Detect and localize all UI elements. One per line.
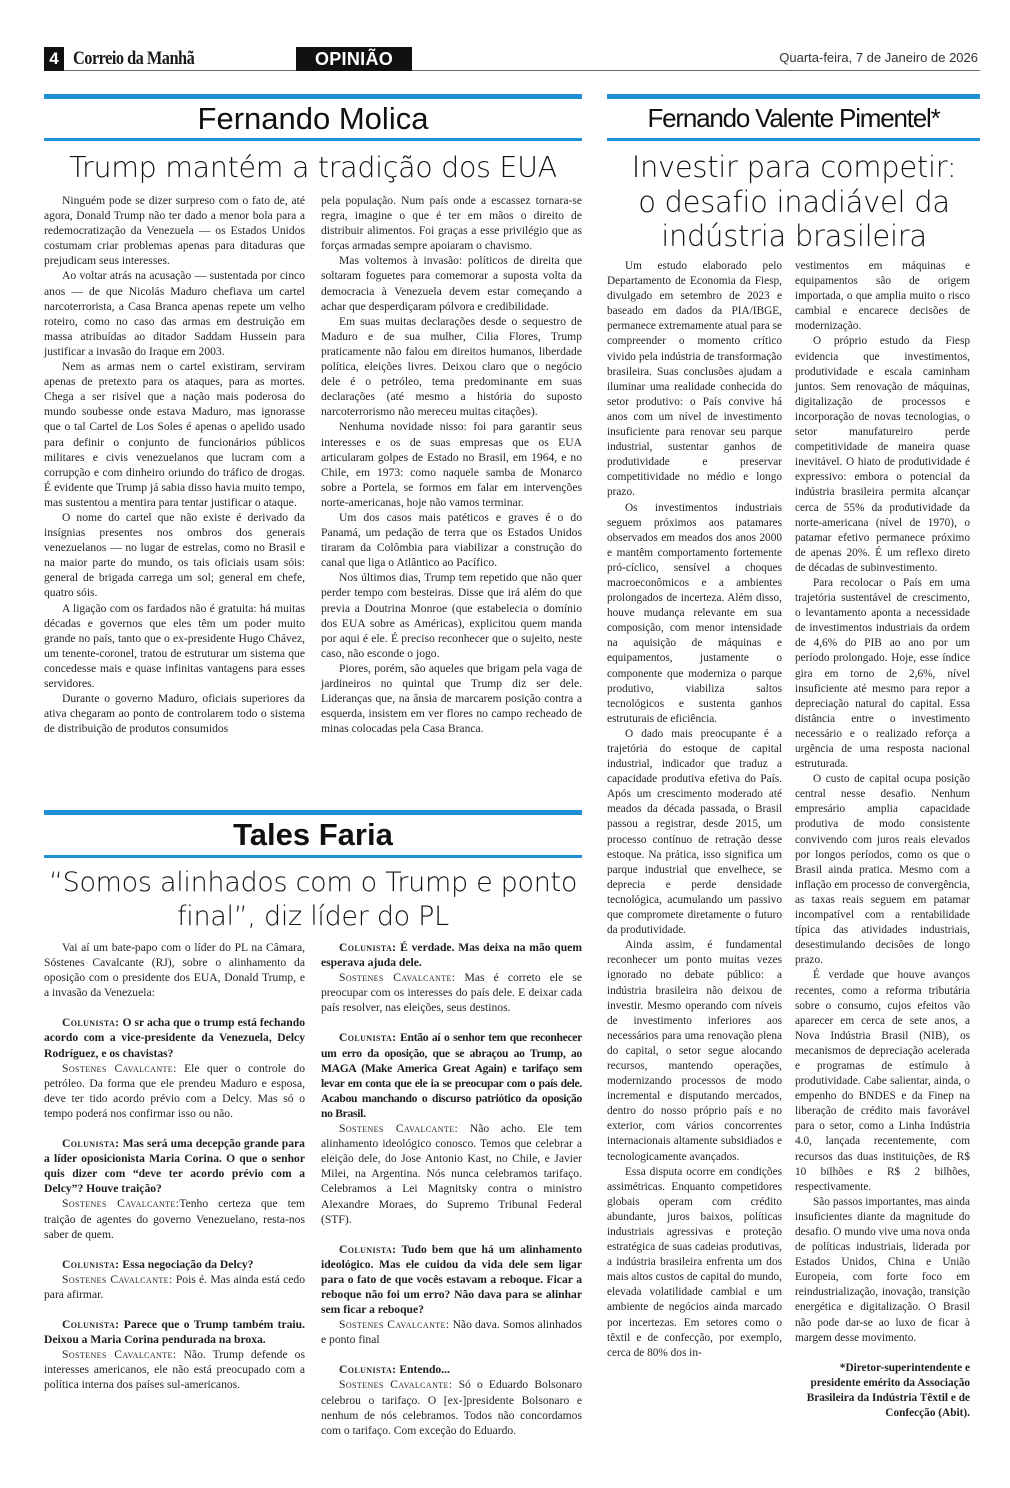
paragraph: Os investimentos industriais seguem próximos aos patamares observados em meados dos anos 2000 e mantêm comportamento fortemente pró-cíclico, sensível a choques macroeconômicos e a ambientes prolongados de incerteza. Além disso, houve mudança relevante em sua composição, com menor intensidade na aquisição de máquinas e equipamentos, justamente o componente que moderniza o parque produtivo, viabiliza saltos tecnológicos e sustenta ganhos estruturais de eficiência. — [607, 501, 782, 725]
intro-paragraph: Vai aí um bate-papo com o líder do PL na Câmara, Sóstenes Cavalcante (RJ), sobre o alinhamento da oposição com o presidente dos EUA, Donald Trump, e a invasão da Venezuela: — [44, 941, 305, 1000]
paragraph: Um dos casos mais patéticos e graves é o do Panamá, um pedação de terra que os Estados Unidos tiraram da Colômbia para viabilizar a construção do canal que liga o Atlântico ao Pacífico. — [321, 510, 582, 570]
answer: Sostenes Cavalcante: Mas é correto ele se preocupar com os interesses do país dele. E deixar cada país resolver, nas eleições, seus destinos. — [321, 971, 582, 1015]
page-number: 4 — [44, 47, 64, 71]
paragraph: Nenhuma novidade nisso: foi para garantir seus interesses e os de suas empresas que os EUA articularam golpes de Estado no Brasil, em 1964, e no Chile, em 1973: como naquele samba de Monarco sobre a Portela, se formos em falar em intervenções norte-americanas, hoje não vamos terminar. — [321, 420, 582, 509]
article-column-2 — [795, 259, 970, 1421]
paragraph: O nome do cartel que não existe é derivado da insígnias presentes nos ombros dos generais venezuelanos — no lugar de estrelas, como no Brasil e na maior parte do mundo, os tais oficiais usam sóis: general de brigada carrega um sol; general em chefe, quatro sóis. — [44, 510, 305, 600]
paragraph: Nem as armas nem o cartel existiram, serviram apenas de pretexto para os ataques, para as mortes. Chega a ser risível que a nação mais poderosa do mundo soubesse onde estava Maduro, mas ignorasse que o tal Cartel de Los Soles é apenas o apelido usado para definir o conjunto de funcionários públicos militares e civis venezuelanos que lucram com a corrupção e com dinheiro oriundo do tráfico de drogas. É evidente que Trump já sabia disso havia muito tempo, mas sustentou a mentira para tentar justificar o ataque. — [44, 360, 305, 509]
section-label: OPINIÃO — [296, 47, 412, 71]
author-banner-molica — [44, 94, 582, 141]
paragraph: Nos últimos dias, Trump tem repetido que não quer perder tempo com besteiras. Disse que irá além do que previa a Doutrina Monroe (que estabelecia o domínio dos EUA sobre as Américas), explicitou quem manda por aqui é ele. É preciso reconhecer que o sujeito, neste caso, não esconde o jogo. — [321, 571, 582, 660]
answer: Sostenes Cavalcante: Só o Eduardo Bolsonaro celebrou o tarifaço. O [ex-]presidente Bolsonaro e nenhum de nós celebramos. Todos não concordamos com o tarifaço. Com exceção do Eduardo. — [321, 1378, 582, 1437]
article-headline: Trump mantém a tradição dos EUA — [69, 151, 557, 184]
author-name: Fernando Valente Pimentel* — [647, 103, 940, 133]
paragraph: Mas voltemos à invasão: políticos de direita que soltaram foguetes para comemorar a suposta volta da democracia à Venezuela devem estar começando a achar que desperdiçaram pólvora e credibilidade. — [321, 254, 582, 313]
article-column-1 — [607, 259, 782, 1361]
author-banner-pimentel — [607, 94, 980, 141]
author-banner-faria — [44, 810, 582, 858]
paragraph: Ao voltar atrás na acusação — sustentada por cinco anos — de que Nicolás Maduro chefiava um cartel narcoterrorista, a Casa Branca apenas repete um velho roteiro, como no caso das armas em destruição em massa atribuídas ao ditador Saddam Hussein para justificar a invasão do Iraque em 2003. — [44, 269, 305, 358]
question: Colunista: Então aí o senhor tem que reconhecer um erro da oposição, que se abraçou ao Trump, ao MAGA (Make America Great Again) e tarifaço sem levar em conta que ele ia se preocupar com o país dele. Acabou manchando o discurso patriótico da oposição no Brasil. — [321, 1031, 582, 1120]
question: Colunista: Essa negociação da Delcy? — [62, 1257, 254, 1271]
paragraph: Em suas muitas declarações desde o sequestro de Maduro e de sua mulher, Cilia Flores, Trump praticamente não falou em direitos humanos, liberdade política, eleições livres. Deixou claro que o negócio dele é o petróleo, tema predominante em suas declarações (até mesmo a história do suposto narcoterrorismo não mereceu muitas citações). — [321, 314, 582, 419]
question: Colunista: Entendo... — [339, 1363, 450, 1377]
author-name: Tales Faria — [233, 817, 393, 852]
question: Colunista: Tudo bem que há um alinhamento ideológico. Mas ele cuidou da vida dele sem ligar para o fato de que vocês estavam a reboque. Ficar a reboque não foi um erro? Não dava para se alinhar sem ficar a reboque? — [321, 1242, 582, 1317]
paragraph: Para recolocar o País em uma trajetória sustentável de crescimento, o levantamento aponta a necessidade de investimentos industriais da ordem de 4,6% do PIB ao ano por um período prolongado. Hoje, esse índice gira em torno de 2,6%, nível insuficiente até mesmo para repor a depreciação natural do capital. Essa distância entre o investimento necessário e o realizado reforça a urgência de uma resposta nacional estruturada. — [795, 576, 970, 771]
article-headline: “Somos alinhados com o Trump e ponto final”, diz líder do PL — [48, 867, 578, 932]
question: Colunista: Parece que o Trump também traiu. Deixou a Maria Corina pendurada na broxa. — [44, 1317, 305, 1347]
author-name: Fernando Molica — [197, 100, 429, 136]
article-column-2 — [321, 193, 582, 736]
publication-date: Quarta-feira, 7 de Janeiro de 2026 — [779, 50, 978, 65]
answer: Sostenes Cavalcante:Tenho certeza que tem traição de agentes do governo Venezuelano, resta-nos saber de quem. — [44, 1197, 305, 1241]
paragraph: O próprio estudo da Fiesp evidencia que investimentos, produtividade e escala caminham juntos. Sem renovação de máquinas, digitalização de processos e incorporação de novas tecnologias, o setor manufatureiro perde competitividade de maneira quase inevitável. O hiato de produtividade é expressivo: embora o potencial da indústria brasileira permita alcançar cerca de 55% da produtividade da norte-americana (nível de 1970), o patamar efetivo permanece próximo de apenas 20%. É um reflexo direto de décadas de subinvestimento. — [795, 335, 970, 574]
answer: Sostenes Cavalcante: Ele quer o controle do petróleo. Da forma que ele prendeu Maduro e esposa, deve ter tido acordo prévio com a Delcy. Mas só o tempo poderá nos confirmar isso ou não. — [44, 1061, 305, 1120]
paragraph: O dado mais preocupante é a trajetória do estoque de capital industrial, indicador que traduz a capacidade produtiva efetiva do País. Após um crescimento moderado até meados da década passada, o Brasil passou a registrar, desde 2015, um processo contínuo de retração desse estoque. Na prática, isso significa um parque industrial que envelhece, se deprecia e perde densidade tecnológica, acumulando um passivo que compromete diretamente o futuro da produtividade. — [607, 727, 782, 937]
paragraph: vestimentos em máquinas e equipamentos são de origem importada, o que amplia muito o risco cambial e encarece decisões de modernização. — [795, 260, 970, 333]
paragraph: pela população. Num país onde a escassez tornara-se regra, imagine o que é ter em mãos o direito de distribuir alimentos. Foi graças a esse privilégio que as forças armadas sempre apoiaram o chavismo. — [321, 194, 582, 253]
interview-column-1 — [44, 940, 305, 1392]
paragraph: Piores, porém, são aqueles que brigam pela vaga de jardineiros no quintal que Trump diz ser dele. Lideranças que, na ânsia de marcarem posição contra a esquerda, insistem em ver flores no campo recheado de minas colocadas pela Casa Branca. — [321, 661, 582, 736]
answer: Sostenes Cavalcante: Não. Trump defende os interesses americanos, ele não está preocupado com a política interna dos países sul-americanos. — [44, 1348, 305, 1392]
article-column-1 — [44, 193, 305, 736]
paragraph: Ainda assim, é fundamental reconhecer um ponto muitas vezes ignorado no debate público: a indústria brasileira não deixou de investir. Mesmo operando com níveis de investimento inferiores aos necessários para uma renovação plena do capital, o setor segue alocando recursos, mantendo operações, modernizando processos de modo incremental e disputando mercados, dentro do nosso próprio país e no exterior, com vários concorrentes internacionais altamente subsidiados e tecnologicamente avançados. — [607, 939, 782, 1163]
author-bio-footnote: *Diretor-superintendente e presidente emérito da Associação Brasileira da Indústria Têxtil e de Confecção (Abit). — [806, 1361, 970, 1420]
interview-column-2 — [321, 940, 582, 1438]
answer: Sostenes Cavalcante: Não acho. Ele tem alinhamento ideológico conosco. Temos que celebrar a eleição dele, do Jose Antonio Kast, no Chile, e Javier Milei, na Argentina. Nós nunca celebramos tarifaço. Celebramos a Lei Magnitsky contra o ministro Alexandre Moraes, do Supremo Tribunal Federal (STF). — [321, 1122, 582, 1226]
article-headline: Investir para competir: o desafio inadiável da indústria brasileira — [631, 150, 957, 253]
paragraph: São passos importantes, mas ainda insuficientes diante da magnitude do desafio. O mundo vive uma nova onda de políticas industriais, liderada por Estados Unidos, China e União Europeia, com forte foco em reindustrialização, inovação, transição energética e digitalização. O Brasil não pode dar-se ao luxo de ficar à margem desse movimento. — [795, 1195, 970, 1344]
question: Colunista: Mas será uma decepção grande para a líder oposicionista Maria Corina. O que o senhor quis dizer com “deve ter acordo prévio com a Delcy”? Houve traição? — [44, 1137, 305, 1196]
paragraph: Durante o governo Maduro, oficiais superiores da ativa chegaram ao ponto de controlarem todo o sistema de distribuição de produtos consumidos — [44, 692, 305, 736]
paragraph: É verdade que houve avanços recentes, como a reforma tributária sobre o consumo, cujos efeitos vão aparecer em cerca de sete anos, a Nova Indústria Brasil (NIB), os mecanismos de depreciação acelerada e programas de estímulo à produtividade. Cabe salientar, ainda, o empenho do BNDES e da Finep na liberação de crédito mais favorável para o setor, como a Linha Indústria 4.0, lançada recentemente, com recursos das duas instituições, de R$ 10 bilhões e R$ 2 bilhões, respectivamente. — [795, 969, 970, 1193]
answer: Sostenes Cavalcante: Pois é. Mas ainda está cedo para afirmar. — [44, 1272, 306, 1301]
question: Colunista: É verdade. Mas deixa na mão quem esperava ajuda dele. — [321, 941, 582, 970]
paragraph: Essa disputa ocorre em condições assimétricas. Enquanto competidores globais operam com crédito abundante, juros baixos, políticas industriais agressivas e proteção estratégica de suas cadeias produtivas, a indústria brasileira enfrenta um dos mais altos custos de capital do mundo, elevada volatilidade cambial e um ambiente de negócios ainda marcado por incertezas. Em setores como o têxtil e de confecção, por exemplo, cerca de 80% dos in- — [607, 1165, 782, 1359]
question: Colunista: O sr acha que o trump está fechando acordo com a vice-presidente da Venezuela, Delcy Rodríguez, e os chavistas? — [44, 1016, 305, 1060]
paragraph: O custo de capital ocupa posição central nesse desafio. Nenhum empresário amplia capacidade produtiva de modo consistente convivendo com juros reais elevados por longos períodos, como os que o Brasil ainda pratica. Mesmo com a inflação em processo de convergência, as taxas reais seguem em patamar incompatível com a rentabilidade típica das atividades industriais, desestimulando decisões de longo prazo. — [795, 773, 970, 967]
masthead — [44, 47, 980, 71]
answer: Sostenes Cavalcante: Não dava. Somos alinhados e ponto final — [321, 1318, 582, 1347]
newspaper-name: Correio da Manhã — [73, 48, 195, 69]
paragraph: Um estudo elaborado pelo Departamento de Economia da Fiesp, divulgado em setembro de 2023 e baseado em dados da PIA/IBGE, permanece extremamente atual para se compreender o momento crítico vivido pela indústria de transformação brasileira. Suas conclusões ajudam a iluminar uma realidade conhecida do setor produtivo: o País convive há anos com um nível de investimento insuficiente para renovar seu parque industrial, sustentar ganhos de produtividade e preservar competitividade no médio e longo prazo. — [607, 260, 782, 499]
paragraph: A ligação com os fardados não é gratuita: há muitas décadas e governos que eles têm um poder muito grande no país, tanto que o ex-presidente Hugo Chávez, um tenente-coronel, tratou de estruturar um sistema que concedesse mais e quase infinitas vantagens para esses servidores. — [44, 601, 305, 690]
paragraph: Ninguém pode se dizer surpreso com o fato de, até agora, Donald Trump não ter dado a menor bola para a redemocratização da Venezuela — os Estados Unidos costumam criar problemas apenas para ditaduras que prejudicam seus interesses. — [44, 194, 305, 268]
